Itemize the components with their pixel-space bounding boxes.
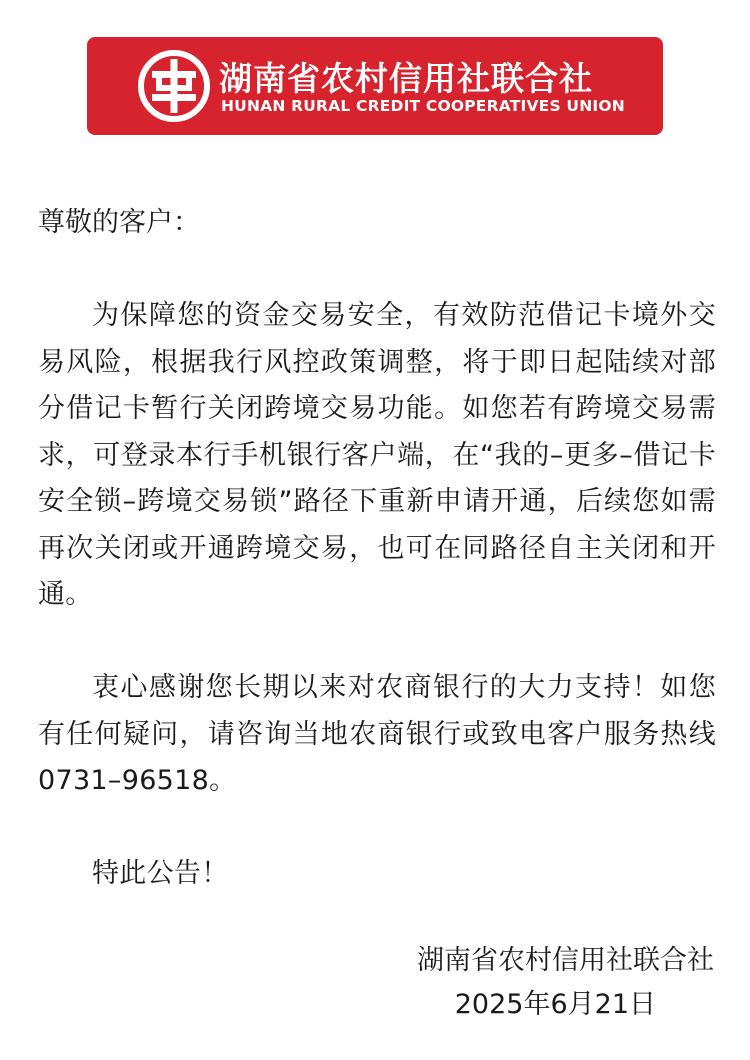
header-banner [87,37,663,135]
brand-name-zh: 湖南省农村信用社联合社 [219,59,593,98]
brand-name-en: HUNAN RURAL CREDIT COOPERATIVES UNION [221,97,625,115]
notice-body [38,200,716,944]
paragraph: 特此公告！ [92,858,229,889]
signature-date: 2025年6月21日 [454,989,656,1020]
bank-coin-logo-icon [137,49,211,123]
signature-block [417,939,714,1027]
greeting: 尊敬的客户： [38,207,200,238]
paragraph: 为保障您的资金交易安全，有效防范借记卡境外交易风险，根据我行风控政策调整，将于即日起陆续对部分借记卡暂行关闭跨境交易功能。如您若有跨境交易需求，可登录本行手机银行客户端，在“我的–更多–借记卡安全锁–跨境交易锁”路径下重新申请开通，后续您如需再次关闭或开通跨境交易，也可在同路径自主关闭和开通。 [38,300,716,610]
paragraph: 衷心感谢您长期以来对农商银行的大力支持！如您有任何疑问，请咨询当地农商银行或致电客户服务热线0731–96518。 [38,672,716,796]
signature-organization: 湖南省农村信用社联合社 [417,945,714,976]
